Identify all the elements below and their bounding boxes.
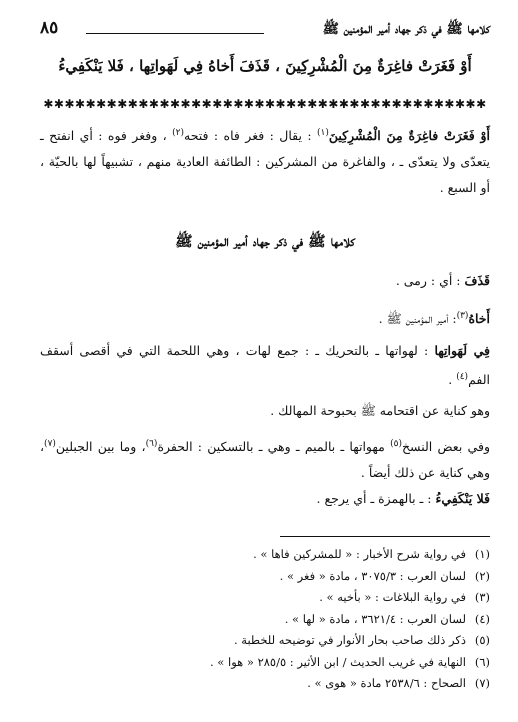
entry-lahawatiha xyxy=(40,338,490,393)
footnote-text: لسان العرب : ٣٠٧٥/٣ ، مادة « فغر » . xyxy=(279,568,466,583)
entry-yankafi xyxy=(40,486,490,512)
footnote-item xyxy=(40,587,490,609)
entry1-term: قَذَفَ xyxy=(464,273,490,288)
book-page xyxy=(40,20,490,710)
footnote-ref-2: (٢) xyxy=(172,128,184,138)
footnote-separator xyxy=(280,536,490,537)
footnote-item xyxy=(40,544,490,566)
para1-text-a: : يقال : فغر فاه : فتحه xyxy=(184,128,312,144)
footnote-ref-6: (٦) xyxy=(145,439,158,449)
entry2-text: : أمير المؤمنين ﷺ . xyxy=(378,311,457,327)
footnotes-list xyxy=(40,544,490,695)
footnote-text: النهاية في غريب الحديث / ابن الأثير : ٢٨٥/٥ « هوا » . xyxy=(210,654,466,669)
footnote-ref-3: (٣) xyxy=(456,311,469,321)
footnote-text: ذكر ذلك صاحب بحار الأنوار في توضيحه للخطبة . xyxy=(233,633,466,647)
footnote-number: (٤) xyxy=(474,611,490,626)
entry1-text: : أي : رمى . xyxy=(395,273,461,288)
footnote-item xyxy=(40,673,490,695)
footnote-text: في رواية البلاغات : « بأخيه » . xyxy=(319,590,466,604)
para5-c: ، وما بين الجبلين xyxy=(55,439,146,455)
para5-d: ، وهي كناية عن ذلك أيضاً . xyxy=(40,439,490,481)
entry3-text: : لهواتها ـ بالتحريك ـ : جمع لهات ، وهي اللحمة التي في أقصى أسقف الفم xyxy=(40,343,490,388)
footnote-ref-1: (١) xyxy=(317,128,329,138)
commentary-paragraph-4: وهو كناية عن اقتحامه ﷺ بحبوحة المهالك . xyxy=(270,403,490,418)
footnote-text: لسان العرب : ٣٦٢١/٤ ، مادة « لها » . xyxy=(284,611,466,626)
running-header xyxy=(40,20,490,42)
commentary-paragraph-5 xyxy=(40,431,490,486)
footnote-item xyxy=(40,652,490,674)
footnote-ref-5: (٥) xyxy=(390,439,402,449)
page-number: ٨٥ xyxy=(40,18,59,38)
para5-b: مهواتها ـ بالميم ـ وهي ـ بالتسكين : الحفرة xyxy=(157,439,385,455)
footnote-number: (٣) xyxy=(474,590,490,604)
entry6-text: : ـ بالهمزة ـ أي يرجع . xyxy=(316,491,432,506)
footnote-number: (٧) xyxy=(474,676,490,690)
entry3-end: . xyxy=(448,372,453,388)
entry-akhahu xyxy=(40,303,490,332)
footnote-item xyxy=(40,566,490,588)
entry3-term: فِي لَهَواتِها xyxy=(434,343,490,358)
section-heading: كلامها ﷺ في ذكر جهاد أمير المؤمنين ﷺ xyxy=(175,233,355,250)
sermon-verse: أَوْ فَغَرَتْ فاغِرَةٌ مِنَ الْمُشْرِكِينَ ، قَذَفَ أَخاهُ فِي لَهَواتِها ، فَلا يَنْكَفِيءُ xyxy=(58,57,472,75)
entry2-term: أَخاهُ xyxy=(468,311,490,327)
footnote-ref-4: (٤) xyxy=(456,372,469,382)
footnote-item xyxy=(40,609,490,631)
entry-qadhafa xyxy=(40,268,490,294)
entry6-term: فَلا يَنْكَفِيءُ xyxy=(435,491,490,506)
para1-lead: أَوْ فَغَرَتْ فاغِرَةٌ مِنَ الْمُشْرِكِينَ xyxy=(328,128,491,144)
footnote-number: (١) xyxy=(474,547,490,561)
footnote-text: في رواية شرح الأخبار : « للمشركين فاها » . xyxy=(253,547,466,561)
para1-text-b: ، وفغر فوه : أي انفتح ـ يتعدّى ولا يتعدّى ـ ، والفاغرة من المشركين : الطائفة العادية منهم ، تشبيهاً لها بالحيّة ، أو السبع . xyxy=(40,128,490,196)
commentary-paragraph-1 xyxy=(40,120,490,201)
footnote-ref-7: (٧) xyxy=(44,439,56,449)
footnote-item xyxy=(40,630,490,652)
footnote-number: (٢) xyxy=(474,568,490,583)
para5-a: وفي بعض النسخ xyxy=(401,439,490,455)
footnote-text: الصحاح : ٢٥٣٨/٦ مادة « هوى » . xyxy=(307,676,466,690)
footnote-number: (٥) xyxy=(474,633,490,647)
header-rule xyxy=(86,33,264,34)
footnote-number: (٦) xyxy=(474,654,490,669)
star-divider: ✱✱✱✱✱✱✱✱✱✱✱✱✱✱✱✱✱✱✱✱✱✱✱✱✱✱✱✱✱✱✱✱✱✱✱✱✱✱✱✱✱✱ xyxy=(43,97,487,111)
header-title: كلامها ﷺ في ذكر جهاد أمير المؤمنين ﷺ xyxy=(322,21,490,37)
